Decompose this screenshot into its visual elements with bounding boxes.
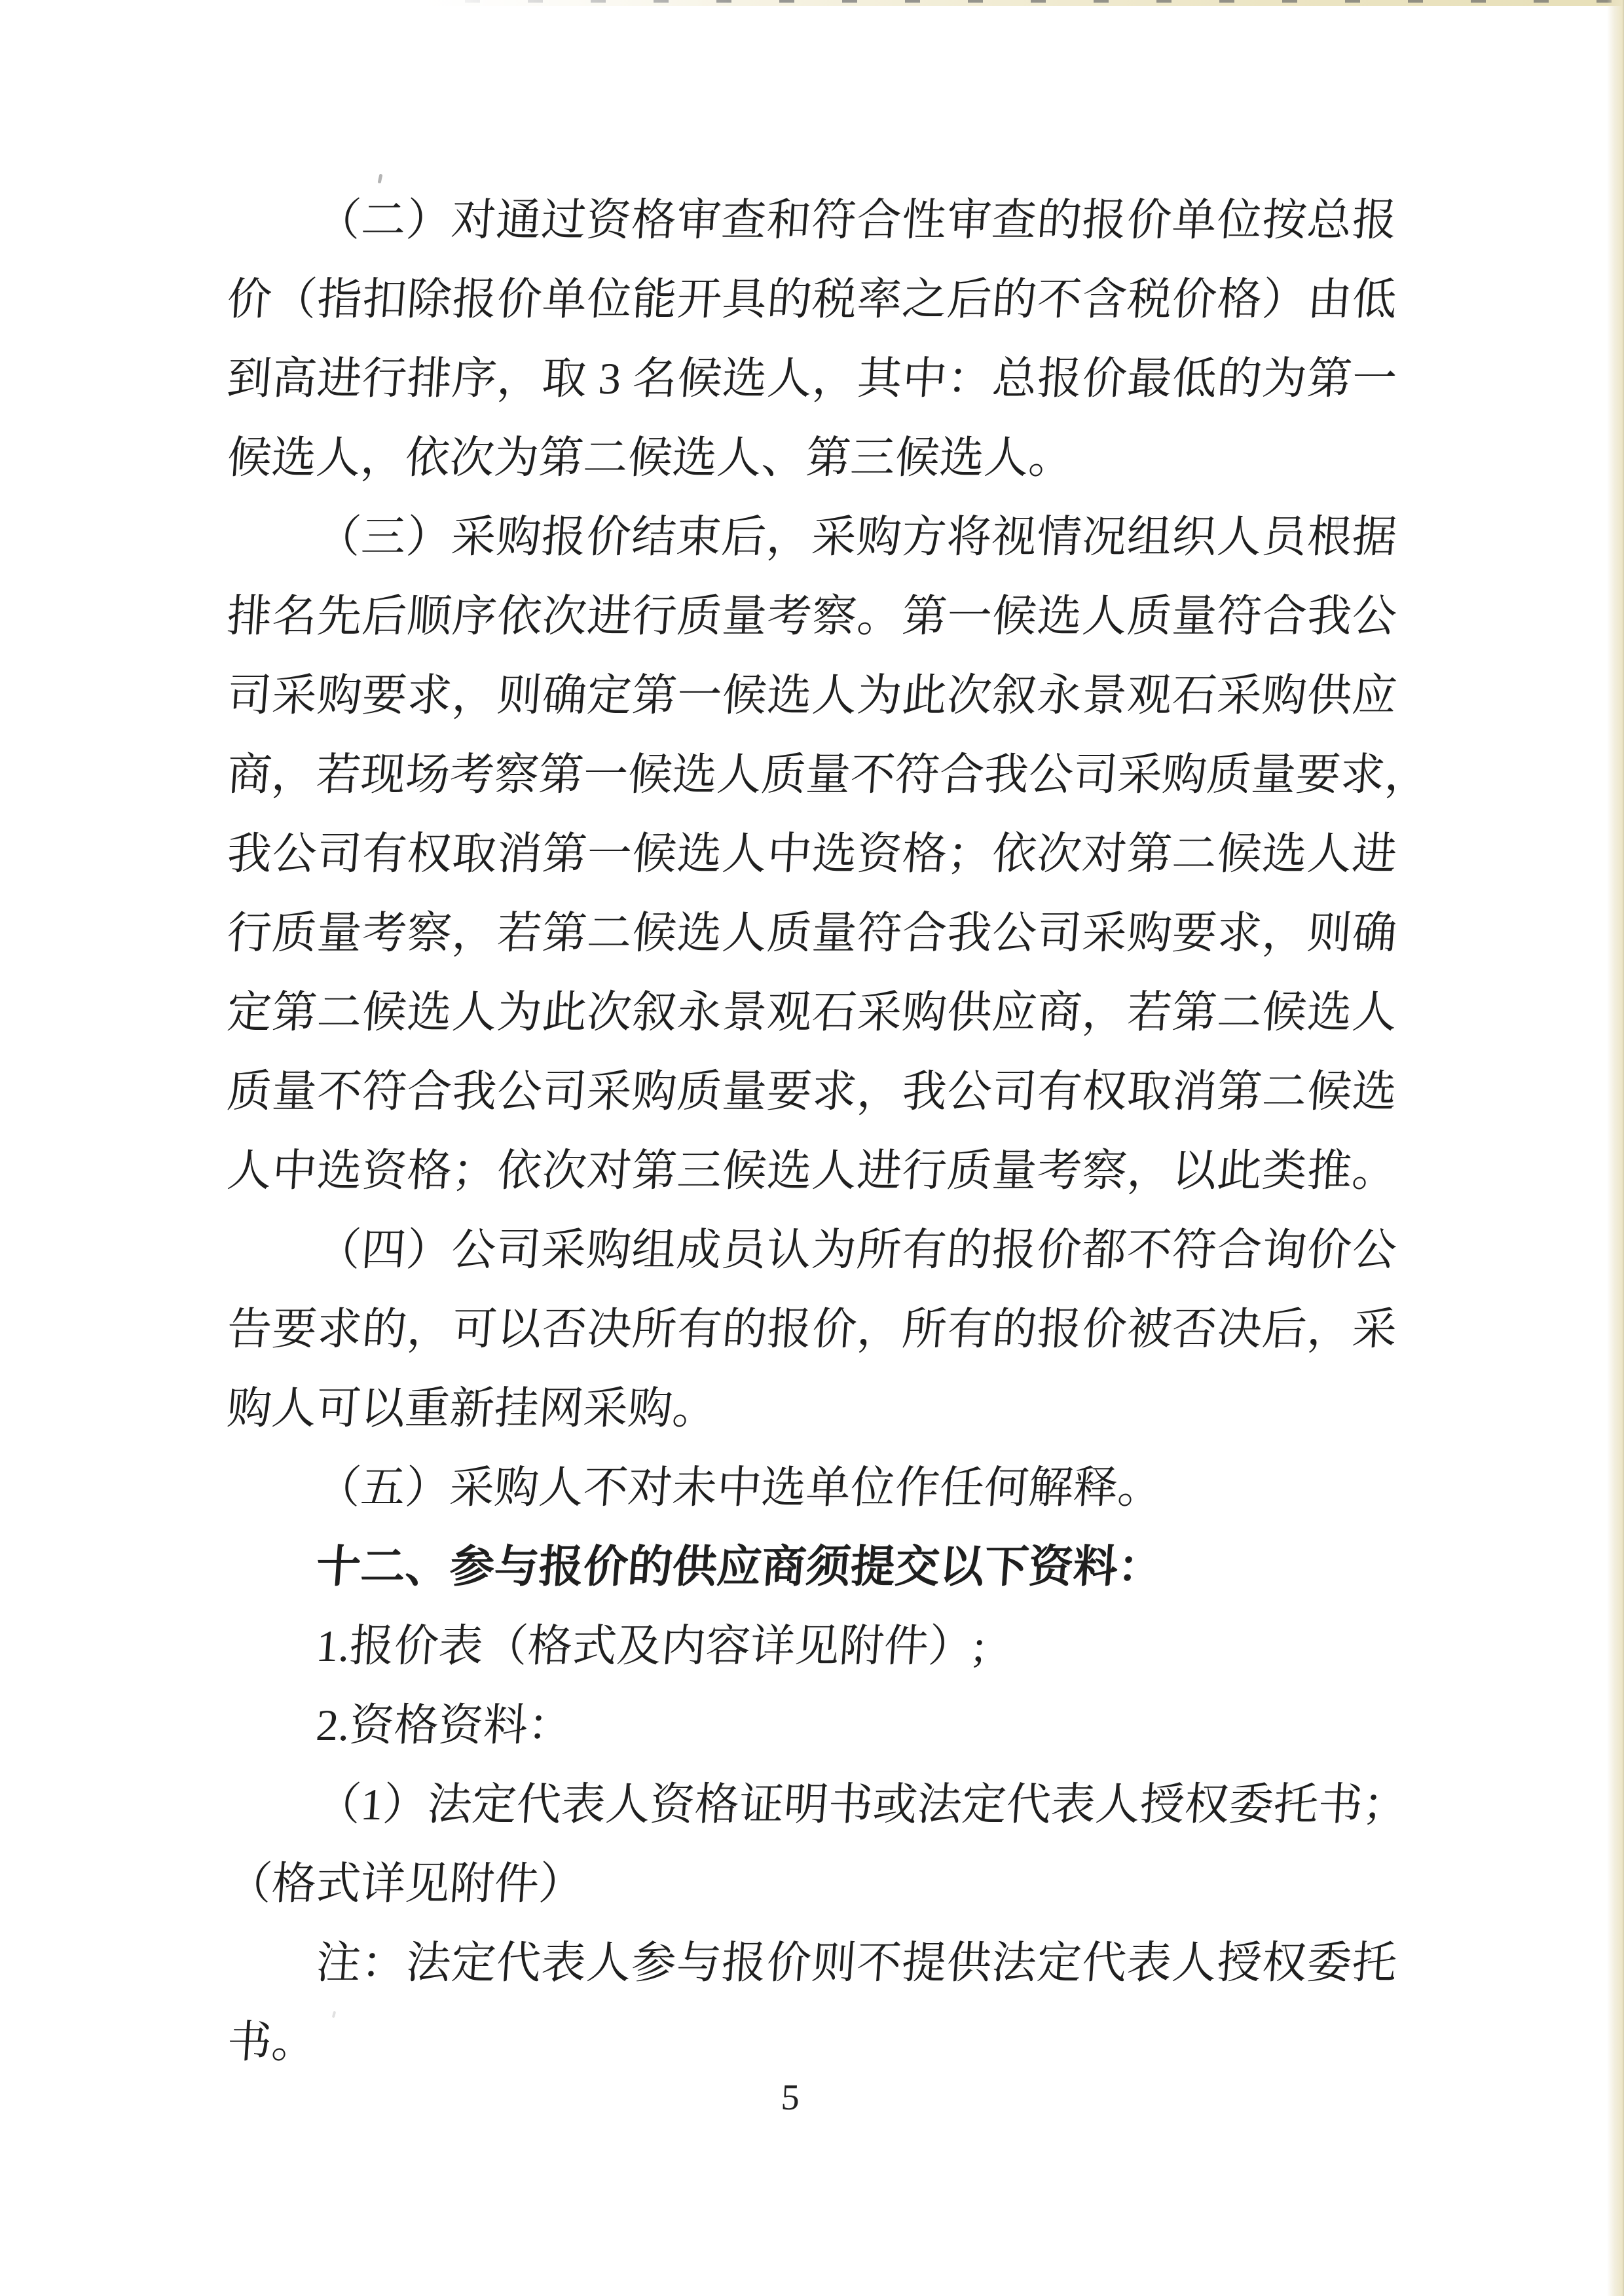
text-line: 质量不符合我公司采购质量要求，我公司有权取消第二候选: [225, 1066, 1399, 1116]
section-heading: 十二、参与报价的供应商须提交以下资料：: [314, 1542, 1164, 1592]
text-line: 价（指扣除报价单位能开具的税率之后的不含税价格）由低: [225, 274, 1399, 324]
paragraph-clause-2: [227, 181, 1397, 498]
text-line: 书。: [225, 2017, 318, 2067]
list-item-2: [227, 1686, 1397, 1765]
list-item-2-1: [225, 1765, 1409, 1923]
paragraph-clause-3: [225, 498, 1431, 1211]
paragraph-clause-5: [227, 1448, 1397, 1527]
text-line: 告要求的，可以否决所有的报价，所有的报价被否决后，采: [225, 1304, 1399, 1354]
text-line: （二）对通过资格审查和符合性审查的报价单位按总报: [314, 195, 1399, 245]
page-number: 5: [780, 2077, 801, 2118]
text-line: 到高进行排序，取 3 名候选人，其中：总报价最低的为第一: [225, 354, 1399, 403]
document-body: [225, 181, 1431, 2082]
text-line: 我公司有权取消第一候选人中选资格；依次对第二候选人进: [225, 829, 1399, 879]
text-line: 定第二候选人为此次叙永景观石采购供应商，若第二候选人: [225, 987, 1399, 1037]
text-line: 注：法定代表人参与报价则不提供法定代表人授权委托: [314, 1938, 1399, 1988]
text-line: 商，若现场考察第一候选人质量不符合我公司采购质量要求，: [225, 750, 1431, 799]
list-item-1: [227, 1607, 1397, 1686]
scan-right-edge-artifact: [1607, 0, 1624, 2296]
text-line: 1.报价表（格式及内容详见附件）;: [314, 1621, 987, 1671]
paragraph-clause-4: [227, 1211, 1397, 1448]
text-line: 人中选资格；依次对第三候选人进行质量考察，以此类推。: [225, 1146, 1399, 1195]
paragraph-note: [227, 1923, 1397, 2082]
text-line: 排名先后顺序依次进行质量考察。第一候选人质量符合我公: [225, 591, 1399, 641]
text-line: 行质量考察，若第二候选人质量符合我公司采购要求，则确: [225, 908, 1399, 958]
text-line: （四）公司采购组成员认为所有的报价都不符合询价公: [314, 1225, 1399, 1275]
text-line: （三）采购报价结束后，采购方将视情况组织人员根据: [314, 512, 1399, 562]
text-line: 购人可以重新挂网采购。: [225, 1383, 719, 1433]
text-line: （格式详见附件）: [225, 1859, 585, 1908]
scan-top-edge-artifact: [0, 0, 1624, 6]
text-line: 候选人，依次为第二候选人、第三候选人。: [225, 433, 1075, 483]
text-line: （五）采购人不对未中选单位作任何解释。: [314, 1463, 1164, 1512]
text-line: 司采购要求，则确定第一候选人为此次叙永景观石采购供应: [225, 670, 1399, 720]
text-line: （1）法定代表人资格证明书或法定代表人授权委托书；: [314, 1779, 1409, 1829]
text-line: 2.资格资料：: [314, 1700, 574, 1750]
section-12-heading: [227, 1527, 1397, 1607]
